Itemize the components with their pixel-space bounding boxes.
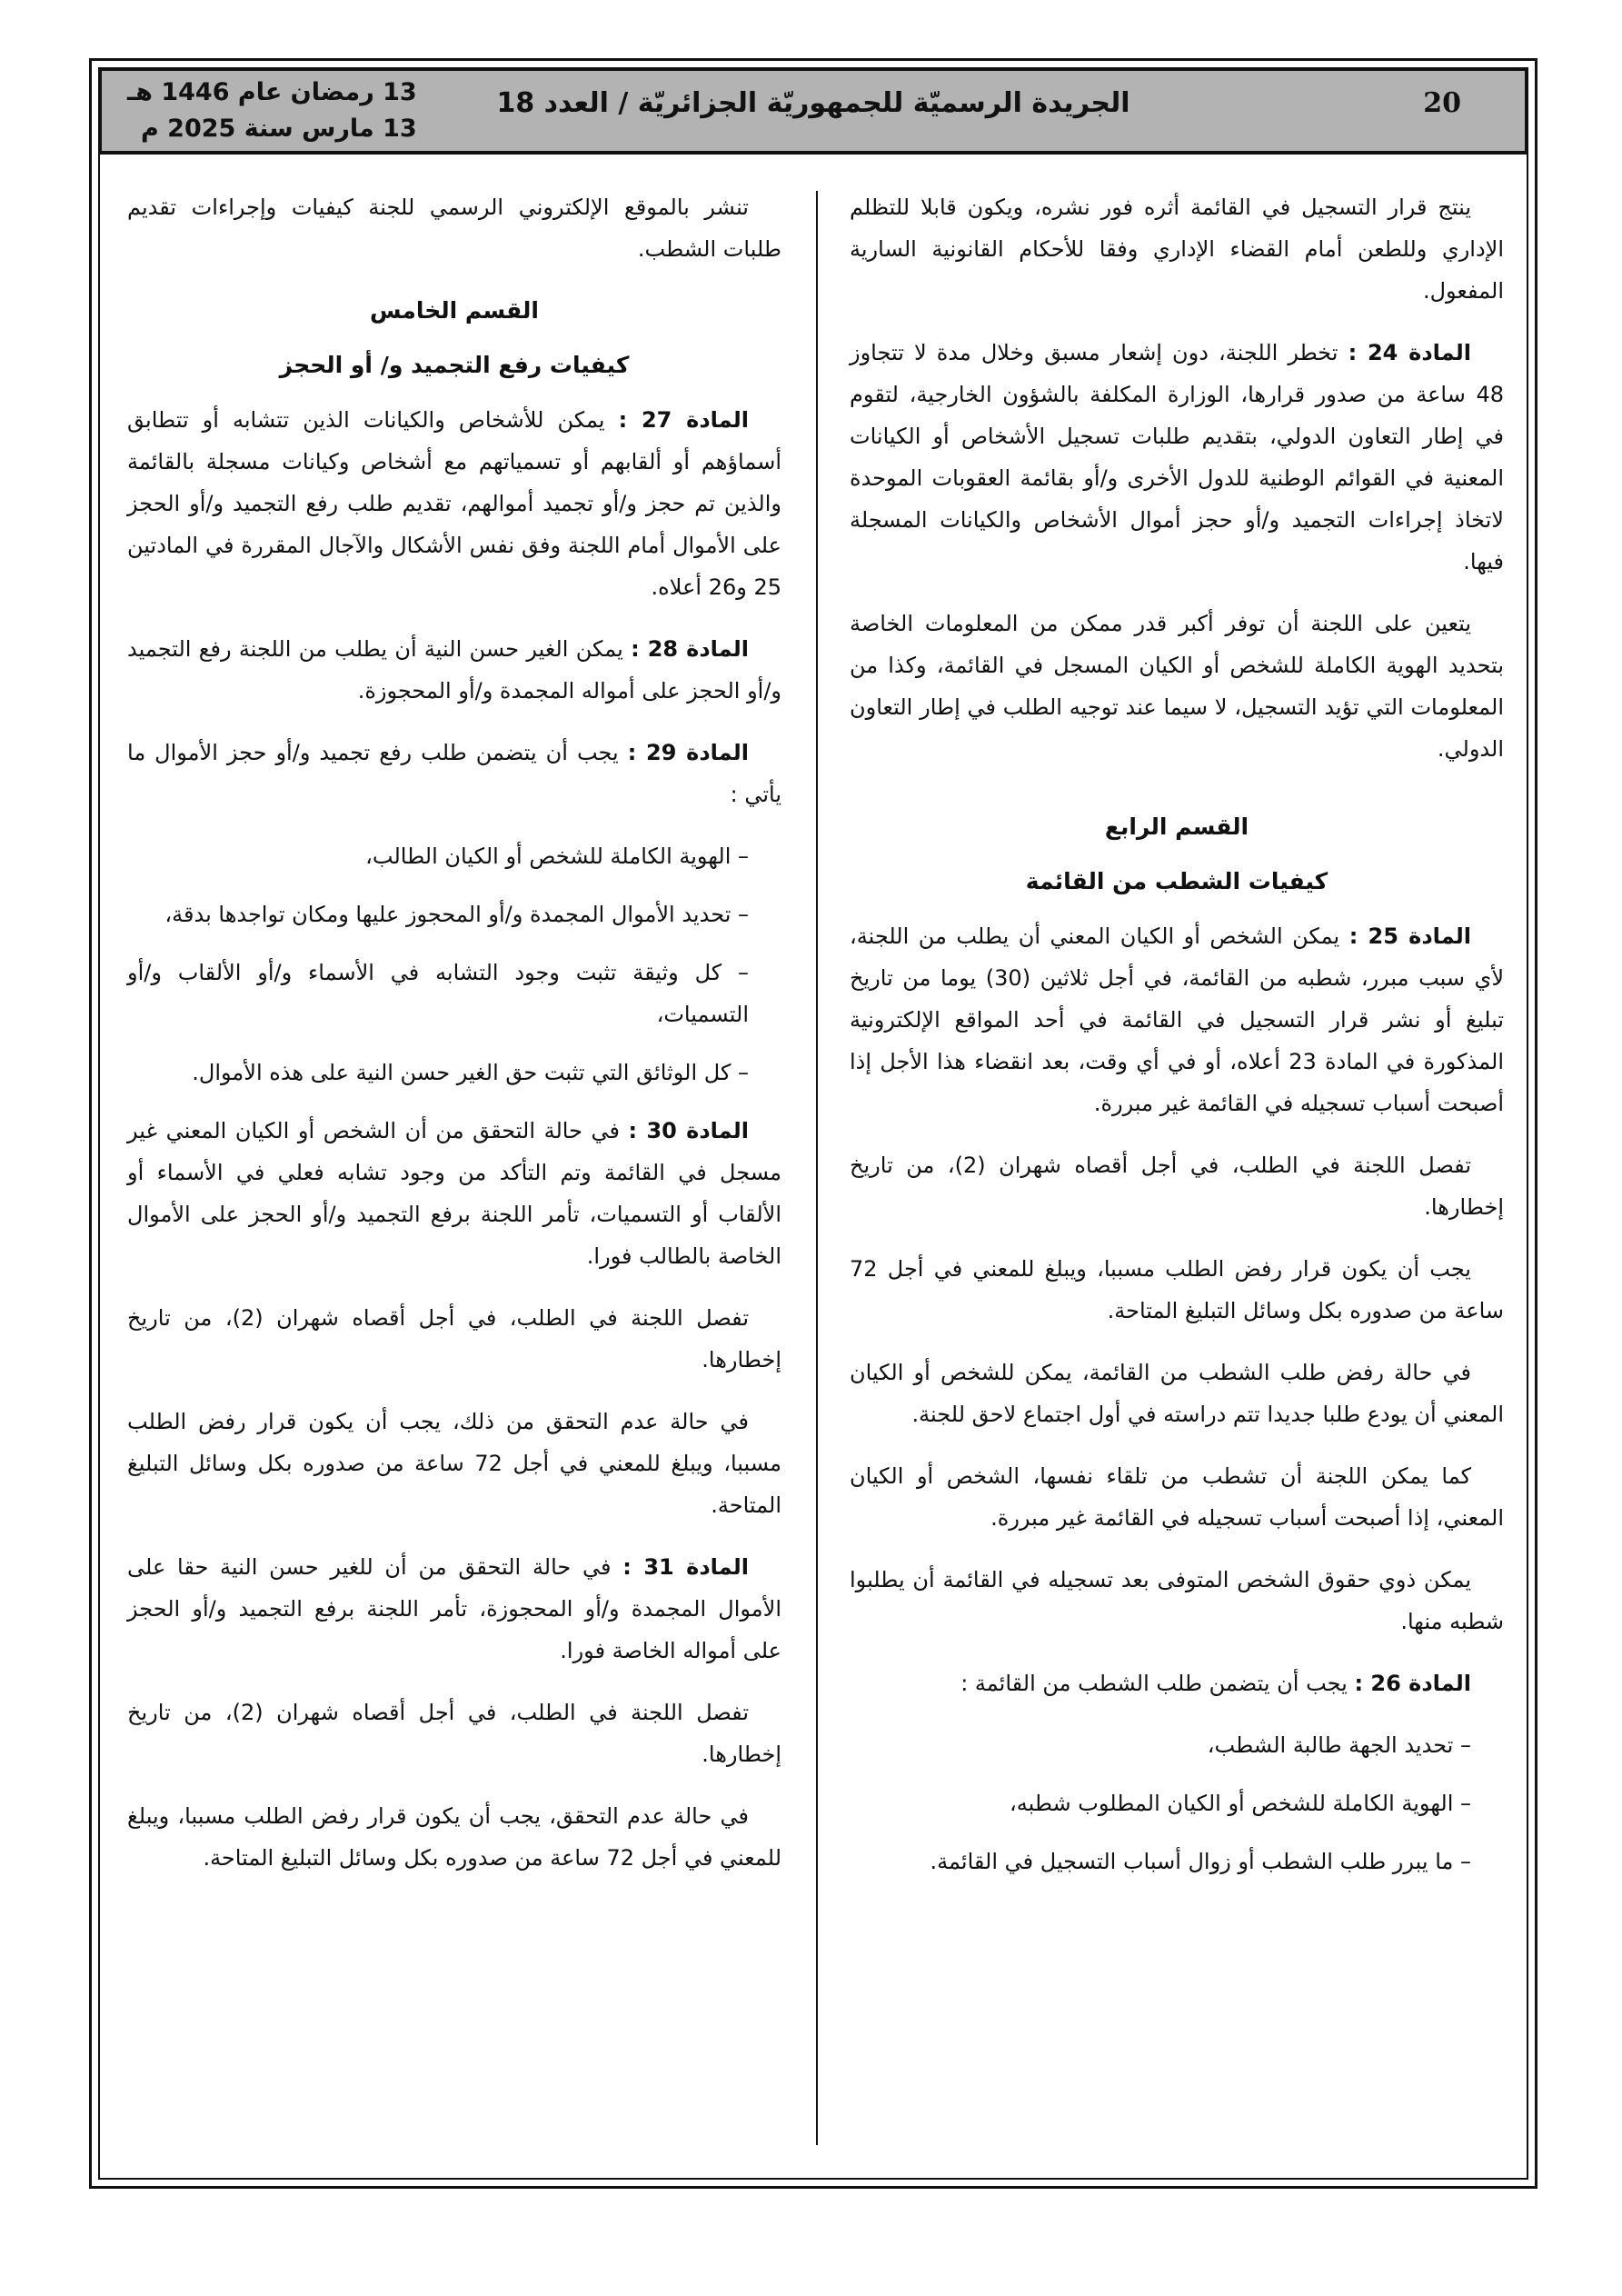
list-item: – الهوية الكاملة للشخص أو الكيان المطلوب شطبه، [1010,1791,1471,1816]
article-text: يمكن الشخص أو الكيان المعني أن يطلب من اللجنة، لأي سبب مبرر، شطبه من القائمة، في أجل ثلاثين (30) يوما من تاريخ تبليغ أو نشر قرار التسجيل في القائمة في أحد المواقع الإلكترونية المذكورة في المادة 23 أعلاه، أو في أي وقت، بعد انقضاء هذا الأجل إذا أصبحت أسباب تسجيله في القائمة غير مبررة. [850,923,1505,1116]
date-hijri: 13 رمضان عام 1446 هـ [127,78,417,106]
requirements-list [127,835,781,1093]
article-text: يمكن الغير حسن النية أن يطلب من اللجنة رفع التجميد و/أو الحجز على أمواله المجمدة و/أو المحجوزة. [127,636,781,704]
paragraph: تفصل اللجنة في الطلب، في أجل أقصاه شهران (2)، من تاريخ إخطارها. [127,1305,781,1373]
article-28 [127,628,781,712]
paragraph: تفصل اللجنة في الطلب، في أجل أقصاه شهران (2)، من تاريخ إخطارها. [127,1700,781,1767]
section-title: القسم الرابع [1104,814,1249,840]
list-item: – تحديد الأموال المجمدة و/أو المحجوز عليها ومكان تواجدها بدقة، [164,902,749,927]
list-item: – كل وثيقة تثبت وجود التشابه في الأسماء و/أو الألقاب و/أو التسميات، [127,960,749,1027]
section-title: القسم الخامس [370,297,539,324]
article-text: يمكن للأشخاص والكيانات الذين تتشابه أو تتطابق أسماؤهم أو ألقابهم أو تسمياتهم مع أشخاص وكيانات مسجلة بالقائمة والذين تم حجز و/أو تجميد أموالهم، تقديم طلب رفع التجميد و/أو الحجز على الأموال أمام اللجنة وفق نفس الأشكال والآجال المقررة في المادتين 25 و26 أعلاه. [127,407,781,600]
article-label: المادة 27 : [618,407,749,433]
article-26 [850,1662,1504,1704]
article-label: المادة 28 : [631,636,749,662]
article-label: المادة 29 : [627,740,750,765]
paragraph: يمكن ذوي حقوق الشخص المتوفى بعد تسجيله في القائمة أن يطلبوا شطبه منها. [850,1567,1504,1634]
paragraph: تنشر بالموقع الإلكتروني الرسمي للجنة كيفيات وإجراءات تقديم طلبات الشطب. [127,195,781,262]
paragraph: في حالة عدم التحقق من ذلك، يجب أن يكون قرار رفض الطلب مسببا، ويبلغ للمعني في أجل 72 ساعة من صدوره بكل وسائل التبليغ المتاحة. [127,1409,782,1518]
list-item: – كل الوثائق التي تثبت حق الغير حسن النية على هذه الأموال. [192,1060,749,1085]
paragraph: في حالة عدم التحقق، يجب أن يكون قرار رفض الطلب مسببا، ويبلغ للمعني في أجل 72 ساعة من صدوره بكل وسائل التبليغ المتاحة. [127,1803,781,1871]
article-label: المادة 24 : [1348,340,1472,365]
article-label: المادة 30 : [628,1118,749,1143]
article-text: يجب أن يتضمن طلب رفع تجميد و/أو حجز الأموال ما يأتي : [127,740,781,807]
list-item: – الهوية الكاملة للشخص أو الكيان الطالب، [365,844,749,869]
list-item: – تحديد الجهة طالبة الشطب، [1207,1732,1471,1758]
journal-title: الجريدة الرسميّة للجمهوريّة الجزائريّة / العدد 18 [496,87,1130,119]
article-31 [127,1546,781,1672]
article-label: المادة 25 : [1348,923,1471,949]
article-30 [127,1110,781,1277]
paragraph: يتعين على اللجنة أن توفر أكبر قدر ممكن من المعلومات الخاصة بتحديد الهوية الكاملة للشخص أو الكيان المسجل في القائمة، وكذا من المعلومات التي تؤيد التسجيل، لا سيما عند توجيه الطلب في إطار التعاون الدولي. [850,611,1504,762]
article-25 [850,915,1504,1124]
page-number: 20 [1423,87,1461,119]
article-text: في حالة التحقق من أن للغير حسن النية حقا على الأموال المجمدة و/أو المحجوزة، تأمر اللجنة برفع التجميد و/أو الحجز على أمواله الخاصة فورا. [127,1554,781,1663]
article-29 [127,732,781,815]
paragraph: تفصل اللجنة في الطلب، في أجل أقصاه شهران (2)، من تاريخ إخطارها. [850,1153,1504,1220]
date-gregorian: 13 مارس سنة 2025 م [140,115,417,143]
paragraph: كما يمكن اللجنة أن تشطب من تلقاء نفسها، الشخص أو الكيان المعني، إذا أصبحت أسباب تسجيله في القائمة غير مبررة. [850,1463,1504,1531]
requirements-list [850,1724,1504,1882]
article-text: في حالة التحقق من أن الشخص أو الكيان المعني غير مسجل في القائمة وتم التأكد من وجود تشابه فعلي في الأسماء أو الألقاب أو التسميات، تأمر اللجنة برفع التجميد و/أو الحجز على الأموال الخاصة بالطالب فورا. [127,1118,781,1269]
page-header [98,67,1528,155]
paragraph: يجب أن يكون قرار رفض الطلب مسببا، ويبلغ للمعني في أجل 72 ساعة من صدوره بكل وسائل التبليغ المتاحة. [850,1256,1504,1323]
paragraph: في حالة رفض طلب الشطب من القائمة، يمكن للشخص أو الكيان المعني أن يودع طلبا جديدا تتم دراسته في أول اجتماع لاحق للجنة. [850,1360,1504,1427]
list-item: – ما يبرر طلب الشطب أو زوال أسباب التسجيل في القائمة. [930,1849,1471,1874]
article-24 [850,332,1504,583]
article-label: المادة 26 : [1354,1671,1471,1696]
section-subtitle: كيفيات الشطب من القائمة [1025,868,1328,894]
left-column [127,186,781,1899]
issue-date [127,75,417,147]
article-27 [127,399,781,608]
section-subtitle: كيفيات رفع التجميد و/ أو الحجز [279,352,630,378]
article-text: يجب أن يتضمن طلب الشطب من القائمة : [960,1671,1355,1696]
article-label: المادة 31 : [622,1554,750,1580]
article-text: تخطر اللجنة، دون إشعار مسبق وخلال مدة لا تتجاوز 48 ساعة من صدور قرارها، الوزارة المكلفة بالشؤون الخارجية، لتقوم في إطار التعاون الدولي، بتقديم طلبات تسجيل الأشخاص أو الكيانات المعنية في القوائم الوطنية للدول الأخرى و/أو بقائمة العقوبات الموحدة لاتخاذ إجراءات التجميد و/أو حجز أموال الأشخاص والكيانات المسجلة فيها. [850,340,1504,574]
paragraph: ينتج قرار التسجيل في القائمة أثره فور نشره، ويكون قابلا للتظلم الإداري وللطعن أمام القضاء الإداري وفقا للأحكام القانونية السارية المفعول. [850,195,1504,304]
right-column [850,186,1504,1899]
column-divider [816,191,818,2145]
